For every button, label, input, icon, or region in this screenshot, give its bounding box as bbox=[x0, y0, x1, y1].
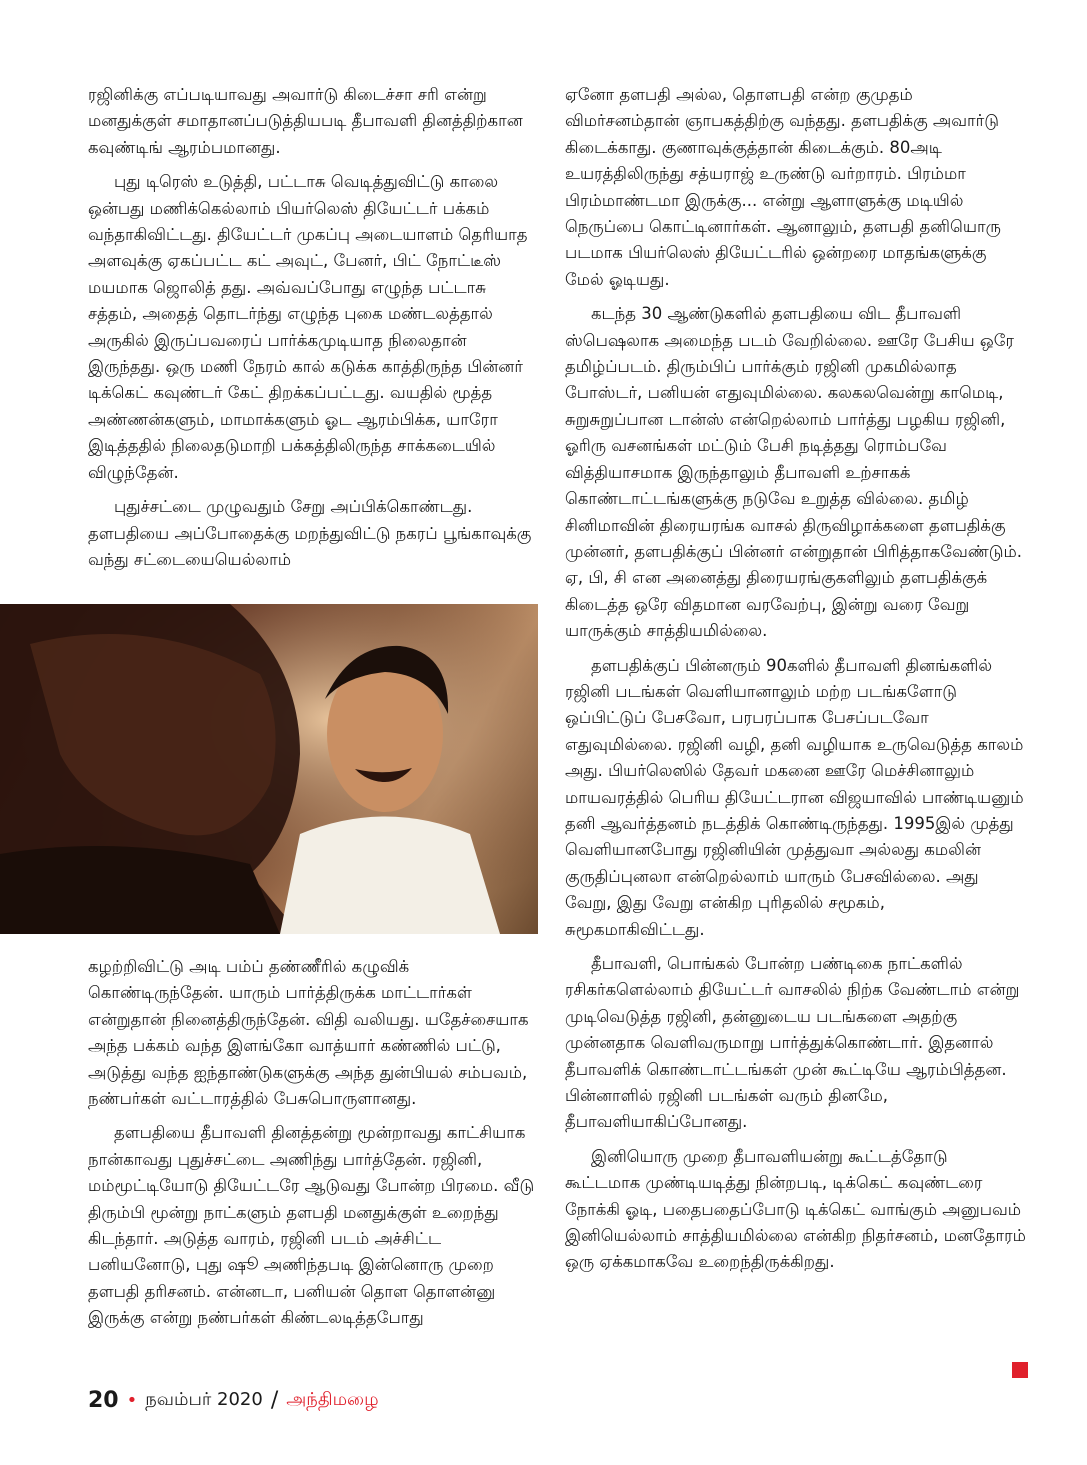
page-footer bbox=[88, 1385, 379, 1415]
bullet-icon: • bbox=[126, 1389, 138, 1411]
issue-date: நவம்பர் 2020 bbox=[145, 1388, 263, 1410]
paragraph: தீபாவளி, பொங்கல் போன்ற பண்டிகை நாட்களில் ரசிகர்களெல்லாம் தியேட்டர் வாசலில் நிற்க வேண்டாம் என்று முடிவெடுத்த ரஜினி, தன்னுடைய படங்களை அதற்கு முன்னதாக வெளிவருமாறு பார்த்துக்கொண்டார். இதனால் தீபாவளிக் கொண்டாட்டங்கள் முன் கூட்டியே ஆரம்பித்தன. பின்னாளில் ரஜினி படங்கள் வரும் தினமே, தீபாவளியாகிப்போனது. bbox=[565, 954, 1020, 1132]
paragraph: புது டிரெஸ் உடுத்தி, பட்டாசு வெடித்துவிட்டு காலை ஒன்பது மணிக்கெல்லாம் பியர்லெஸ் தியேட்டர் பக்கம் வந்தாகிவிட்டது. தியேட்டர் முகப்பு அடையாளம் தெரியாத அளவுக்கு ஏகப்பட்ட கட் அவுட், பேனர், பிட் நோட்டீஸ் மயமாக ஜொலித் தது. அவ்வப்போது எழுந்த பட்டாசு சத்தம், அதைத் தொடர்ந்து எழுந்த புகை மண்டலத்தால் அருகில் இருப்பவரைப் பார்க்கமுடியாத நிலைதான் இருந்தது. ஒரு மணி நேரம் கால் கடுக்க காத்திருந்த பின்னர் டிக்கெட் கவுண்டர் கேட் திறக்கப்பட்டது. வயதில் மூத்த அண்ணன்களும், மாமாக்களும் ஓட ஆரம்பிக்க, யாரோ இடித்ததில் நிலைதடுமாறி பக்கத்திலிருந்த சாக்கடையில் விழுந்தேன். bbox=[88, 172, 528, 482]
end-of-article-square-icon bbox=[1012, 1362, 1028, 1378]
footer-separator: / bbox=[270, 1387, 279, 1413]
paragraph: கடந்த 30 ஆண்டுகளில் தளபதியை விட தீபாவளி ஸ்பெஷலாக அமைந்த படம் வேறில்லை. ஊரே பேசிய ஒரே தமிழ்ப்படம். திரும்பிப் பார்க்கும் ரஜினி முகமில்லாத போஸ்டர், பனியன் எதுவுமில்லை. கலகலவென்று காமெடி, சுறுசுறுப்பான டான்ஸ் என்றெல்லாம் பார்த்து பழகிய ரஜினி, ஓரிரு வசனங்கள் மட்டும் பேசி நடித்தது ரொம்பவே வித்தியாசமாக இருந்தாலும் தீபாவளி உற்சாகக் கொண்டாட்டங்களுக்கு நடுவே உறுத்த வில்லை. தமிழ் சினிமாவின் திரையரங்க வாசல் திருவிழாக்களை தளபதிக்கு முன்னர், தளபதிக்குப் பின்னர் என்றுதான் பிரித்தாகவேண்டும். ஏ, பி, சி என அனைத்து திரையரங்குகளிலும் தளபதிக்குக் கிடைத்த ஒரே விதமான வரவேற்பு, இன்று வரை வேறு யாருக்கும் சாத்தியமில்லை. bbox=[565, 304, 1023, 641]
paragraph: ரஜினிக்கு எப்படியாவது அவார்டு கிடைச்சா சரி என்று மனதுக்குள் சமாதானப்படுத்தியபடி தீபாவளி தினத்திற்கான கவுண்டிங் ஆரம்பமானது. bbox=[88, 85, 523, 157]
paragraph: ஏனோ தளபதி அல்ல, தொளபதி என்ற குமுதம் விமர்சனம்தான் ஞாபகத்திற்கு வந்தது. தளபதிக்கு அவார்டு கிடைக்காது. குணாவுக்குத்தான் கிடைக்கும். 80அடி உயரத்திலிருந்து சத்யராஜ் உருண்டு வர்றாரம். பிரம்மா பிரம்மாண்டமா இருக்கு... என்று ஆளாளுக்கு மடியில் நெருப்பை கொட்டினார்கள். ஆனாலும், தளபதி தனியொரு படமாக பியர்லெஸ் தியேட்டரில் ஒன்றரை மாதங்களுக்கு மேல் ஓடியது. bbox=[565, 85, 1001, 289]
magazine-name: அந்திமழை bbox=[286, 1388, 379, 1410]
right-column bbox=[565, 82, 1027, 1284]
paragraph: புதுச்சட்டை முழுவதும் சேறு அப்பிக்கொண்டது. தளபதியை அப்போதைக்கு மறந்துவிட்டு நகரப் பூங்காவுக்கு வந்து சட்டையையெல்லாம் bbox=[88, 497, 532, 569]
left-column-bottom bbox=[88, 954, 538, 1340]
paragraph: தளபதியை தீபாவளி தினத்தன்று மூன்றாவது காட்சியாக நான்காவது புதுச்சட்டை அணிந்து பார்த்தேன். ரஜினி, மம்மூட்டியோடு தியேட்டரே ஆடுவது போன்ற பிரமை. வீடு திரும்பி மூன்று நாட்களும் தளபதி மனதுக்குள் உறைந்து கிடந்தார். அடுத்த வாரம், ரஜினி படம் அச்சிட்ட பனியனோடு, புது ஷூ அணிந்தபடி இன்னொரு முறை தளபதி தரிசனம். என்னடா, பனியன் தொள தொளன்னு இருக்கு என்று நண்பர்கள் கிண்டலடித்தபோது bbox=[88, 1123, 535, 1328]
film-still-photo bbox=[0, 604, 538, 934]
page-number: 20 bbox=[88, 1387, 119, 1413]
paragraph: இனியொரு முறை தீபாவளியன்று கூட்டத்தோடு கூட்டமாக முண்டியடித்து நின்றபடி, டிக்கெட் கவுண்டரை நோக்கி ஓடி, பதைபதைப்போடு டிக்கெட் வாங்கும் அனுபவம் இனியெல்லாம் சாத்தியமில்லை என்கிற நிதர்சனம், மனதோரம் ஒரு ஏக்கமாகவே உறைந்திருக்கிறது. bbox=[565, 1146, 1026, 1272]
paragraph: கழற்றிவிட்டு அடி பம்ப் தண்ணீரில் கழுவிக் கொண்டிருந்தேன். யாரும் பார்த்திருக்க மாட்டார்கள் என்றுதான் நினைத்திருந்தேன். விதி வலியது. யதேச்சையாக அந்த பக்கம் வந்த இளங்கோ வாத்யார் கண்ணில் பட்டு, அடுத்து வந்த ஐந்தாண்டுகளுக்கு அந்த துன்பியல் சம்பவம், நண்பர்கள் வட்டாரத்தில் பேசுபொருளானது. bbox=[88, 957, 529, 1109]
film-still-illustration bbox=[0, 604, 538, 934]
left-column-top bbox=[88, 82, 538, 581]
paragraph: தளபதிக்குப் பின்னரும் 90களில் தீபாவளி தினங்களில் ரஜினி படங்கள் வெளியானாலும் மற்ற படங்களோடு ஒப்பிட்டுப் பேசவோ, பரபரப்பாக பேசப்படவோ எதுவுமில்லை. ரஜினி வழி, தனி வழியாக உருவெடுத்த காலம் அது. பியர்லெஸில் தேவர் மகனை ஊரே மெச்சினாலும் மாயவரத்தில் பெரிய தியேட்டரான விஜயாவில் பாண்டியனும் தனி ஆவர்த்தனம் நடத்திக் கொண்டிருந்தது. 1995இல் முத்து வெளியானபோது ரஜினியின் முத்துவா அல்லது கமலின் குருதிப்புனலா என்றெல்லாம் யாரும் பேசவில்லை. அது வேறு, இது வேறு என்கிற புரிதலில் சமூகம், சுமூகமாகிவிட்டது. bbox=[565, 655, 1024, 939]
